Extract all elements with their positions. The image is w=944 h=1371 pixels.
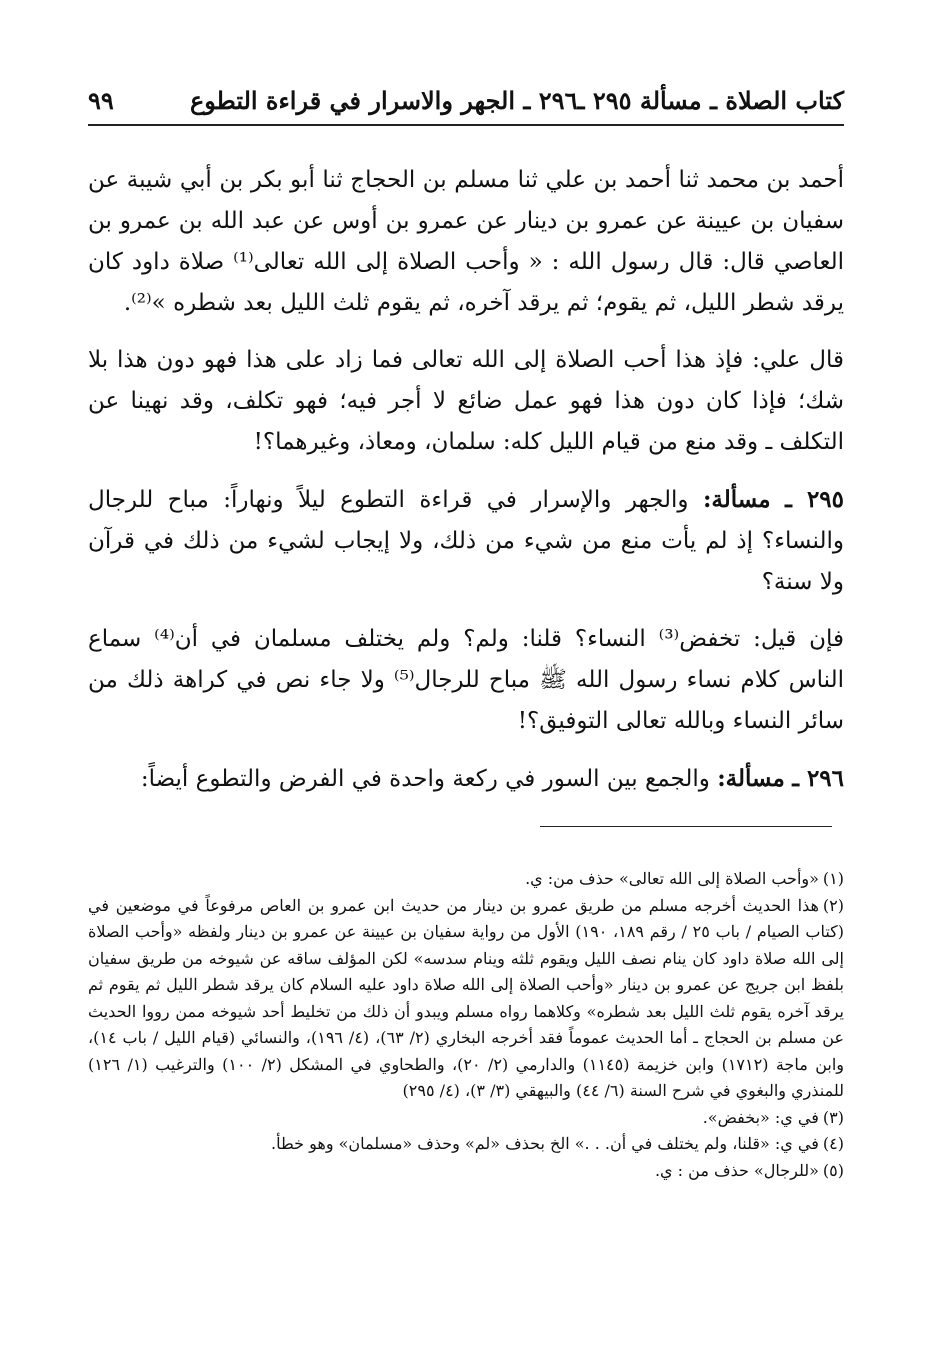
- footnote-number: (١): [822, 869, 844, 888]
- paragraph-ali-comment: قال علي: فإذ هذا أحب الصلاة إلى الله تعالى فما زاد على هذا فهو دون هذا بلا شك؛ فإذا كان دون هذا فهو عمل ضائع لا أجر فيه؛ فهو تكلف، وقد نهينا عن التكلف ـ وقد منع من قيام الليل كله: سلمان، ومعاذ، وغيرهما؟!: [88, 347, 844, 455]
- footnote-2: [88, 893, 844, 1105]
- footnote-4: [88, 1131, 844, 1158]
- issue-text: والجهر والإسرار في قراءة التطوع ليلاً ونهاراً: مباح للرجال والنساء؟ إذ لم يأت منع من شيء من ذلك، ولا إيجاب لشيء من ذلك في قرآن ولا سنة؟: [88, 487, 844, 595]
- footnote-3: [88, 1105, 844, 1132]
- footnote-text: «وأحب الصلاة إلى الله تعالى» حذف من: ي.: [525, 869, 819, 888]
- page-header: [88, 80, 844, 126]
- page-number: ٩٩: [88, 86, 114, 115]
- footnote-5: [88, 1158, 844, 1185]
- paragraph-objection: فإن قيل: تخفض⁽³⁾ النساء؟ قلنا: ولم؟ ولم يختلف مسلمان في أن⁽⁴⁾ سماع الناس كلام نساء رسول الله ﷺ مباح للرجال⁽⁵⁾ ولا جاء نص في كراهة ذلك من سائر النساء وبالله تعالى التوفيق؟!: [88, 626, 844, 734]
- footnote-text: هذا الحديث أخرجه مسلم من طريق عمرو بن دينار من حديث ابن عمرو بن العاص مرفوعاً في موضعين في (كتاب الصيام / باب ٢٥ / رقم ١٨٩، ١٩٠) الأول من رواية سفيان بن عيينة عن عمرو بن دينار ولفظه «وأحب الصلاة إلى الله صلاة داود كان ينام نصف الليل ويقوم ثلثه وينام سدسه» لكن المؤلف ساقه عن شيوخه من طريق سفيان بلفظ ابن جريج عن عمرو بن دينار «وأحب الصلاة إلى الله صلاة داود عليه السلام كان يرقد شطر الليل ثم يقوم ثم يرقد آخره يقوم ثلث الليل بعد شطره» وكلاهما رواه مسلم ويبدو أن ذلك من تخليط أحد شيوخه ممن رووا الحديث عن مسلم بن الحجاج ـ أما الحديث عموماً فقد أخرجه البخاري (٢/ ٦٣)، (٤/ ١٩٦)، والنسائي (قيام الليل / باب ١٤)، وابن ماجة (١٧١٢) وابن خزيمة (١١٤٥) والدارمي (٢/ ٢٠)، والطحاوي في المشكل (٢/ ١٠٠) والترغيب (١/ ١٢٦) للمنذري والبغوي في شرح السنة (٦/ ٤٤) والبيهقي (٣/ ٣)، (٤/ ٢٩٥): [88, 895, 845, 1100]
- footnote-divider: [540, 826, 832, 827]
- issue-label: مسألة:: [717, 765, 785, 792]
- footnote-number: (٣): [822, 1107, 844, 1127]
- issue-number: ٢٩٥ ـ: [785, 486, 844, 513]
- issue-text: والجمع بين السور في ركعة واحدة في الفرض والتطوع أيضاً:: [140, 766, 710, 792]
- footnote-text: في ي: «قلنا، ولم يختلف في أن. . .» الخ بحذف «لم» وحذف «مسلمان» وهو خطأ.: [271, 1134, 819, 1153]
- paragraph-hadith-chain: أحمد بن محمد ثنا أحمد بن علي ثنا مسلم بن الحجاج ثنا أبو بكر بن أبي شيبة عن سفيان بن عيينة عن عمرو بن دينار عن عمرو بن أوس عن عبد الله بن عمرو بن العاصي قال: قال رسول الله : « وأحب الصلاة إلى الله تعالى⁽¹⁾ صلاة داود كان يرقد شطر الليل، ثم يقوم؛ ثم يرقد آخره، ثم يقوم ثلث الليل بعد شطره »⁽²⁾.: [88, 167, 844, 316]
- footnotes: [88, 866, 844, 1184]
- issue-label: مسألة:: [702, 486, 771, 513]
- footnote-text: في ي: «بخفض».: [702, 1107, 819, 1127]
- issue-number: ٢٩٦ ـ: [792, 765, 844, 792]
- issue-295: [88, 479, 844, 603]
- footnote-text: «للرجال» حذف من : ي.: [654, 1160, 819, 1180]
- footnote-number: (٤): [822, 1134, 844, 1153]
- footnote-number: (٢): [822, 895, 844, 915]
- main-text: [88, 160, 844, 816]
- footnote-1: [88, 866, 844, 893]
- running-head: كتاب الصلاة ـ مسألة ٢٩٥ ـ٢٩٦ ـ الجهر والاسرار في قراءة التطوع: [189, 86, 844, 115]
- issue-296: [88, 758, 844, 800]
- footnote-number: (٥): [822, 1160, 844, 1180]
